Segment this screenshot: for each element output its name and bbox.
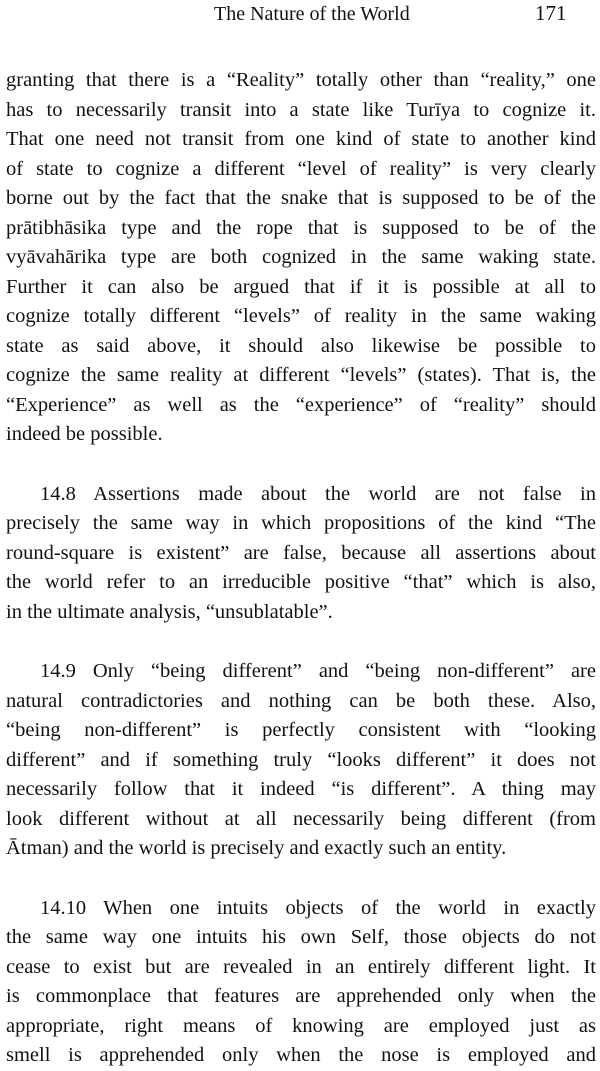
paragraph-14-8 [6, 480, 596, 628]
text-line: “being non-different” is perfectly consistent with “looking [6, 719, 596, 741]
text-line: 14.8 Assertions made about the world are not false in [40, 482, 596, 505]
text-line: 14.9 Only “being different” and “being non-different” are [40, 660, 596, 682]
text-line: of state to cognize a different “level of reality” is very clearly [6, 157, 596, 180]
paragraph-gap [6, 450, 596, 480]
paragraph-14-9 [6, 657, 596, 864]
text-line: the same way one intuits his own Self, those objects do not [6, 926, 596, 948]
text-line: granting that there is a “Reality” totally other than “reality,” one [6, 69, 596, 91]
text-line: precisely the same way in which propositions of the kind “The [6, 512, 596, 534]
text-line: in the ultimate analysis, “unsublatable”. [6, 600, 333, 623]
text-line: vyāvahārika type are both cognized in the same waking state. [6, 246, 596, 268]
text-line: “Experience” as well as the “experience” of “reality” should [6, 393, 596, 416]
text-line: appropriate, right means of knowing are employed just as [6, 1014, 596, 1037]
text-line: prātibhāsika type and the rope that is supposed to be of the [6, 216, 596, 239]
text-line: borne out by the fact that the snake that is supposed to be of the [6, 187, 596, 209]
text-line: is commonplace that features are apprehended only when the [6, 985, 596, 1007]
text-line: That one need not transit from one kind of state to another kind [6, 128, 596, 150]
text-line: different” and if something truly “looks different” it does not [6, 748, 596, 771]
text-line: look different without at all necessarily being different (from [6, 807, 596, 830]
text-line: necessarily follow that it indeed “is different”. A thing may [6, 778, 596, 800]
text-line: has to necessarily transit into a state like Turīya to cognize it. [6, 98, 596, 121]
paragraph-gap [6, 627, 596, 657]
paragraph-14-10 [6, 894, 596, 1071]
text-line: natural contradictories and nothing can be both these. Also, [6, 689, 596, 712]
text-line: state as said above, it should also likewise be possible to [6, 334, 596, 357]
text-line: round-square is existent” are false, because all assertions about [6, 541, 596, 564]
text-line: cease to exist but are revealed in an entirely different light. It [6, 955, 596, 978]
text-line: indeed be possible. [6, 423, 163, 445]
text-line: 14.10 When one intuits objects of the world in exactly [40, 896, 596, 919]
running-title: The Nature of the World [214, 3, 410, 25]
text-line: Further it can also be argued that if it is possible at all to [6, 275, 596, 298]
page-number: 171 [535, 1, 567, 25]
text-line: Ātman) and the world is precisely and exactly such an entity. [6, 837, 507, 859]
text-line: cognize the same reality at different “levels” (states). That is, the [6, 364, 596, 386]
paragraph-gap [6, 864, 596, 894]
paragraph-continuation [6, 66, 596, 450]
text-line: the world refer to an irreducible positive “that” which is also, [6, 571, 596, 593]
text-line: smell is apprehended only when the nose is employed and [6, 1044, 596, 1066]
text-line: cognize totally different “levels” of reality in the same waking [6, 305, 596, 327]
body-text [6, 66, 596, 1071]
running-head [0, 0, 600, 30]
